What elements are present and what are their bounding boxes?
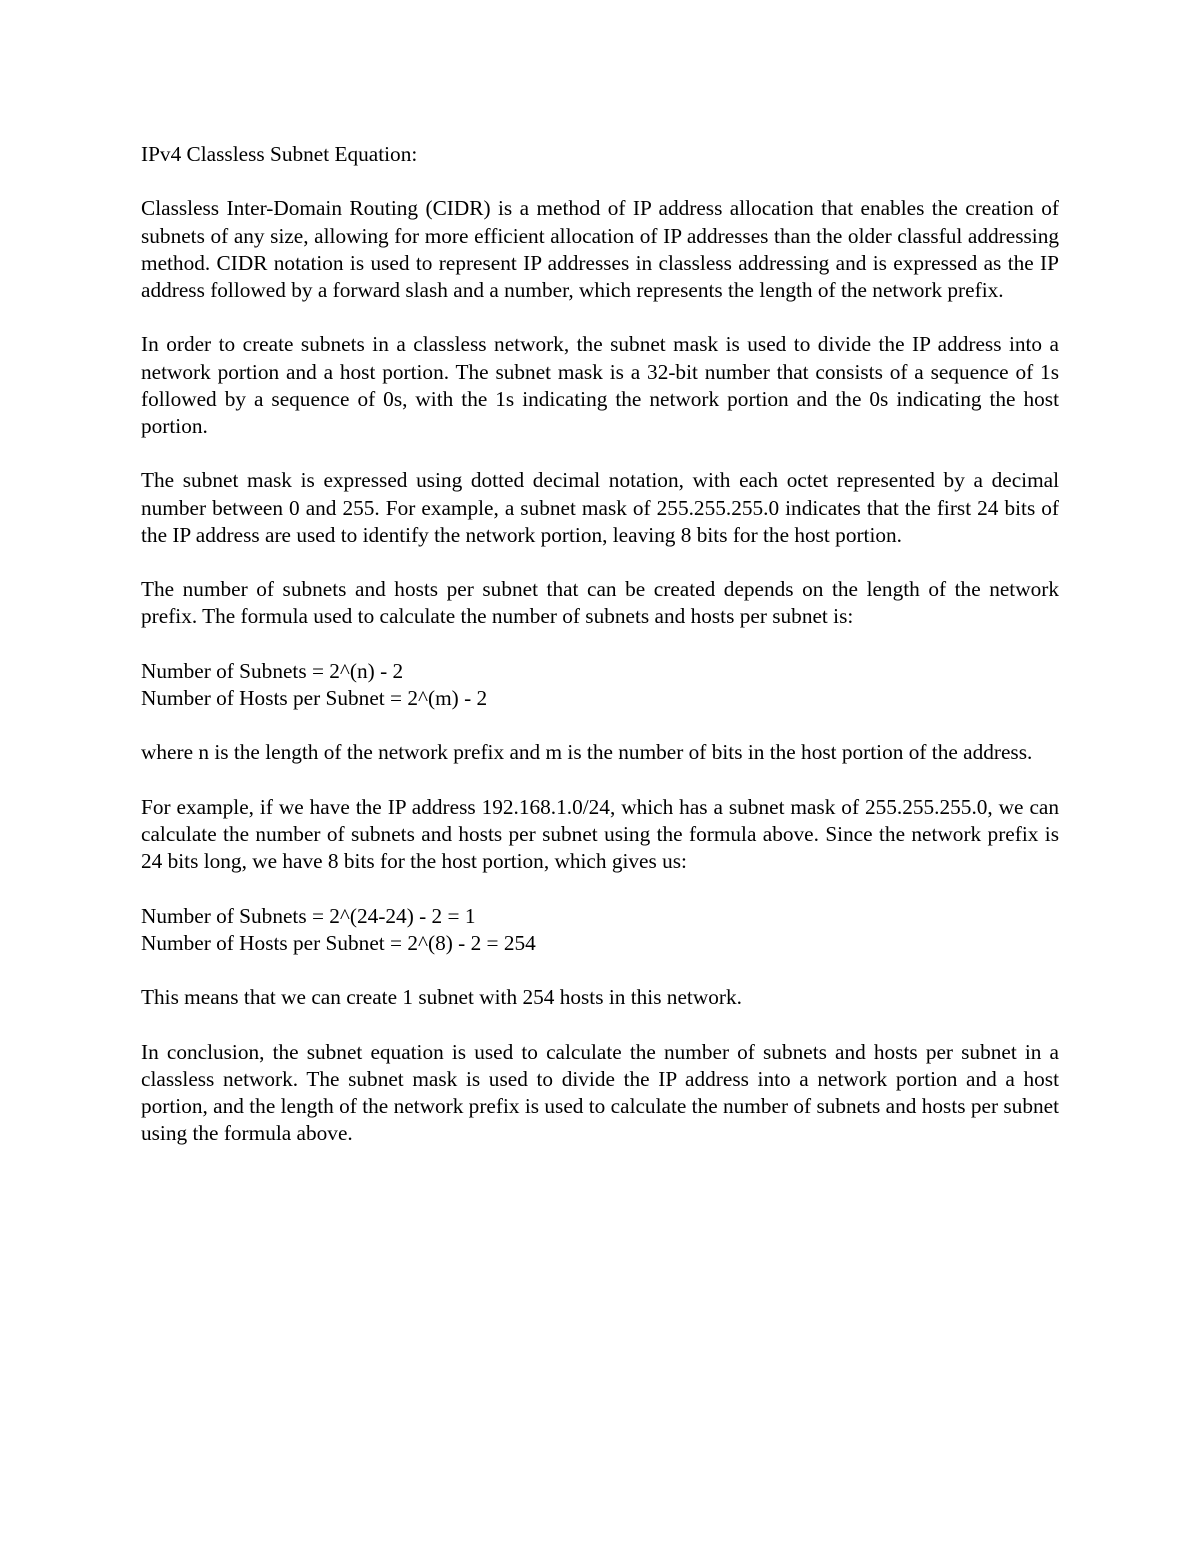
paragraph-dotted-decimal: The subnet mask is expressed using dotted decimal notation, with each octet represented by a decimal number between 0 and 255. For example, a subnet mask of 255.255.255.0 indicates that the first 24 bits of the IP address are used to identify the network portion, leaving 8 bits for the host portion. — [141, 468, 1059, 547]
paragraph-cidr-intro: Classless Inter-Domain Routing (CIDR) is a method of IP address allocation that enables the creation of subnets of any size, allowing for more efficient allocation of IP addresses than the older classful addressing method. CIDR notation is used to represent IP addresses in classless addressing and is expressed as the IP address followed by a forward slash and a number, which represents the length of the network prefix. — [141, 196, 1059, 302]
formula-block — [141, 658, 1059, 712]
formula-subnets: Number of Subnets = 2^(n) - 2 — [141, 658, 404, 683]
paragraph-variable-definitions: where n is the length of the network prefix and m is the number of bits in the host portion of the address. — [141, 740, 1033, 765]
paragraph-result: This means that we can create 1 subnet with 254 hosts in this network. — [141, 985, 742, 1010]
paragraph-conclusion: In conclusion, the subnet equation is used to calculate the number of subnets and hosts per subnet in a classless network. The subnet mask is used to divide the IP address into a network portion and a host portion, and the length of the network prefix is used to calculate the number of subnets and hosts per subnet using the formula above. — [141, 1039, 1059, 1146]
example-hosts: Number of Hosts per Subnet = 2^(8) - 2 = 254 — [141, 930, 536, 955]
document-title: IPv4 Classless Subnet Equation: — [141, 142, 418, 166]
example-block — [141, 903, 1059, 957]
document-page — [141, 141, 1059, 1175]
paragraph-example: For example, if we have the IP address 192.168.1.0/24, which has a subnet mask of 255.255.255.0, we can calculate the number of subnets and hosts per subnet using the formula above. Since the network prefix is 24 bits long, we have 8 bits for the host portion, which gives us: — [141, 794, 1059, 874]
example-subnets: Number of Subnets = 2^(24-24) - 2 = 1 — [141, 903, 476, 928]
paragraph-subnet-mask: In order to create subnets in a classless network, the subnet mask is used to divide the IP address into a network portion and a host portion. The subnet mask is a 32-bit number that consists of a sequence of 1s followed by a sequence of 0s, with the 1s indicating the network portion and the 0s indicating the host portion. — [141, 332, 1059, 438]
formula-hosts: Number of Hosts per Subnet = 2^(m) - 2 — [141, 685, 488, 710]
paragraph-formula-intro: The number of subnets and hosts per subnet that can be created depends on the length of the network prefix. The formula used to calculate the number of subnets and hosts per subnet is: — [141, 577, 1059, 629]
